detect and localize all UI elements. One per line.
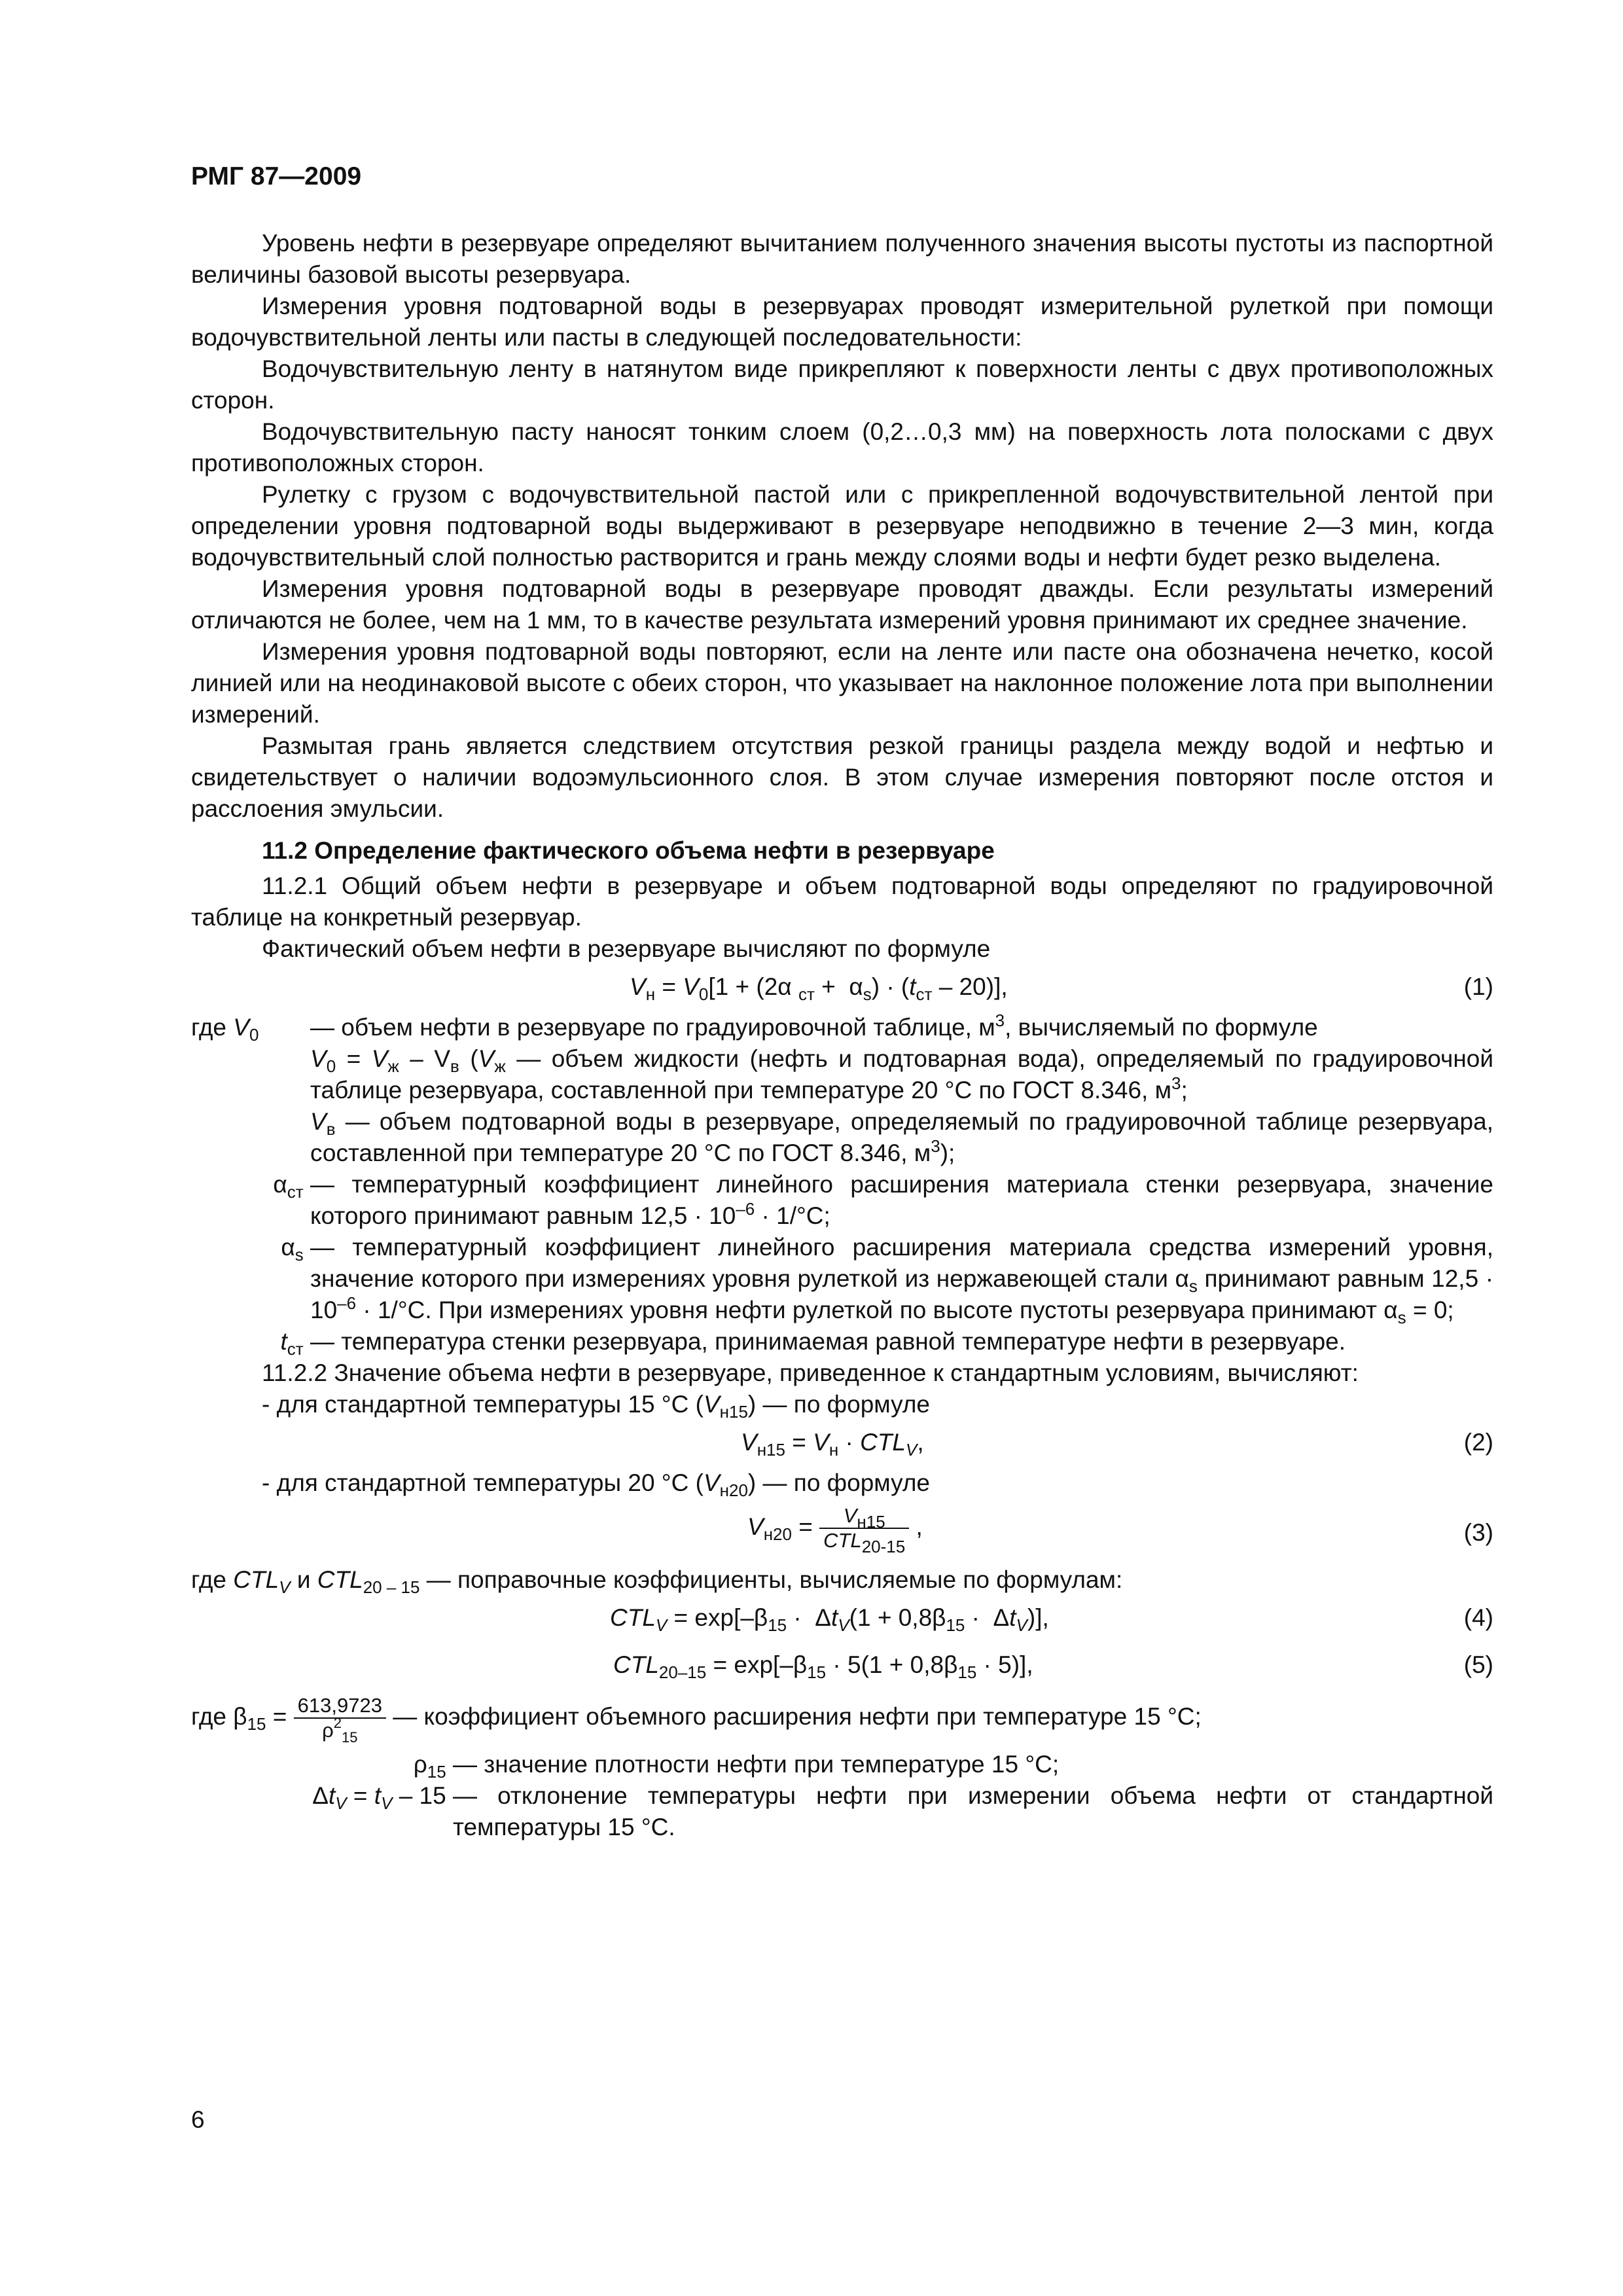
- where-label: где: [191, 1014, 227, 1041]
- paragraph: Рулетку с грузом с водочувствительной пастой или с прикрепленной водочувствительной лентой при определении уровня подтоварной воды выдерживают в резервуаре неподвижно в течение 2—3 мин, когда водочувствительный слой полностью растворится и грань между слоями воды и нефти будет резко выделена.: [191, 481, 1493, 571]
- equation-2: [191, 1420, 1493, 1467]
- definition-text: — температура стенки резервуара, принимаемая равной температуре нефти в резервуаре.: [310, 1328, 1346, 1355]
- definition-text: , вычисляемый по формуле: [1005, 1014, 1318, 1041]
- section-heading: 11.2 Определение фактического объема нефти в резервуаре: [262, 837, 995, 864]
- definition-delta-t: $\Delta t_V = t_V - 15$ — отклонение температуры нефти при измерении объема нефти от стандартной температуры 15 °С.: [191, 1780, 1493, 1843]
- list-item-text: ) — по формуле: [747, 1469, 930, 1496]
- definition-alpha-s: $\alpha_s$ — температурный коэффициент линейного расширения материала средства измерений уровня, значение которого при измерениях уровня рулеткой из нержавеющей стали $\alpha_s$ принимают равным $12,5 \cdot 10^{-6} \cdot 1/^\circ С$. При измерениях уровня нефти рулеткой по высоте пустоты резервуара принимают $\alpha_s = 0$;: [281, 1234, 1494, 1327]
- equation-3: [191, 1499, 1493, 1564]
- equation-number: (4): [1463, 1604, 1493, 1631]
- fraction-numerator: 613,9723: [294, 1694, 386, 1719]
- definition-text: — объем подтоварной воды в резервуаре, определяемый по градуировочной таблице резервуара, составленной при температуре 20 °С по ГОСТ 8.346, м: [310, 1108, 1493, 1166]
- equation-number: (3): [1463, 1519, 1493, 1546]
- list-item: - для стандартной температуры 15 °С $(V_{н15})$ — по формуле: [262, 1391, 930, 1422]
- paragraph: Уровень нефти в резервуаре определяют вычитанием полученного значения высоты пустоты из паспортной величины базовой высоты резервуара.: [191, 230, 1493, 288]
- paragraph: Измерения уровня подтоварной воды в резервуарах проводят измерительной рулеткой при помощи водочувствительной ленты или пасты в следующей последовательности:: [191, 293, 1493, 351]
- definition-V0: где $V_0$ — объем нефти в резервуаре по градуировочной таблице, $м^3$, вычисляемый по формуле $V_0 = V_ж - V_в$ ($V_ж$ — объем жидкости (нефть и подтоварная вода), определяемый по градуировочной таблице резервуара, составленной при температуре 20 °С по ГОСТ 8.346, $м^3$; $V_в$ — объем подтоварной воды в резервуаре, определяемый по градуировочной таблице резервуара, составленной при температуре 20 °С по ГОСТ 8.346, $м^3$);: [191, 1011, 1493, 1166]
- equation-5: [191, 1643, 1493, 1690]
- definition-text: · 1/°С. При измерениях уровня нефти рулеткой по высоте пустоты резервуара принимают: [356, 1297, 1377, 1323]
- document-body: [191, 228, 1493, 1843]
- document-header: РМГ 87—2009: [191, 162, 362, 190]
- definition-text: — температурный коэффициент линейного расширения материала стенки резервуара, значение которого принимают равным 12,5 · 10: [310, 1171, 1493, 1229]
- equation-3-body: $V_{н20}$ = $\frac{V_{н15}}{CTL_{20-15}}$ ,: [747, 1504, 923, 1556]
- equation-4-body: $CTL_V = \exp[-\beta_{15} \cdot \Delta t_V(1 + 0,8\beta_{15} \cdot \Delta t_V)]$,: [610, 1604, 1049, 1635]
- definition-text: — объем нефти в резервуаре по градуировочной таблице, м: [310, 1014, 995, 1041]
- equation-5-body: $CTL_{20-15} = \exp[-\beta_{15} \cdot 5(1 + 0,8\beta_{15} \cdot 5)]$,: [613, 1651, 1033, 1682]
- paragraph-text: и: [296, 1566, 311, 1593]
- list-item-text: - для стандартной температуры 20 °С (: [262, 1469, 704, 1496]
- paragraph-text: — поправочные коэффициенты, вычисляемые по формулам:: [426, 1566, 1123, 1593]
- page-number: 6: [191, 2106, 205, 2133]
- list-item-text: - для стандартной температуры 15 °С (: [262, 1391, 704, 1418]
- definition-t-st: $t_{ст}$ — температура стенки резервуара, принимаемая равной температуре нефти в резервуаре.: [191, 1326, 1493, 1357]
- paragraph: где $CTL_V$ и $CTL_{20 - 15}$ — поправочные коэффициенты, вычисляемые по формулам:: [191, 1566, 1123, 1597]
- list-item-text: ) — по формуле: [747, 1391, 930, 1418]
- paragraph: Размытая грань является следствием отсутствия резкой границы раздела между водой и нефтью и свидетельствует о наличии водоэмульсионного слоя. В этом случае измерения повторяют после отстоя и расслоения эмульсии.: [191, 732, 1493, 822]
- equation-number: (5): [1463, 1651, 1493, 1678]
- list-item: - для стандартной температуры 20 °С $(V_{н20})$ — по формуле: [262, 1469, 930, 1500]
- paragraph: Водочувствительную пасту наносят тонким слоем (0,2…0,3 мм) на поверхность лота полосками с двух противоположных сторон.: [191, 418, 1493, 476]
- definition-text: — температурный коэффициент линейного расширения материала средства измерений уровня, значение которого при измерениях уровня рулеткой из нержавеющей стали: [310, 1234, 1493, 1292]
- definition-text: — объем жидкости (нефть и подтоварная вода), определяемый по градуировочной таблице резервуара, составленной при температуре 20 °С по ГОСТ 8.346, м: [310, 1045, 1493, 1103]
- equation-1-body: $V_н = V_0[1 + (2\alpha$ $_{ст} + \alpha_s) \cdot (t_{ст} - 20)$],: [630, 973, 1008, 1004]
- paragraph: 11.2.2 Значение объема нефти в резервуаре, приведенное к стандартным условиям, вычисляют:: [262, 1359, 1359, 1386]
- paragraph: Водочувствительную ленту в натянутом виде прикрепляют к поверхности ленты с двух противоположных сторон.: [191, 355, 1493, 414]
- definitions-list: [191, 1012, 1493, 1357]
- definition-text: принимают равным 12,5 · 10: [310, 1265, 1494, 1323]
- equation-number: (1): [1463, 973, 1493, 1000]
- beta-definition: где $\beta_{15}$ = $\frac{613,9723}{\rho^2_{15}}$ — коэффициент объемного расширения нефти при температуре 15 °С;: [191, 1694, 1202, 1746]
- dash-list: [191, 1467, 1493, 1499]
- paragraph: 11.2.1 Общий объем нефти в резервуаре и объем подтоварной воды определяют по градуировочной таблице на конкретный резервуар.: [191, 872, 1493, 931]
- definition-rho: $\rho_{15}$ — значение плотности нефти при температуре 15 °С;: [191, 1749, 1493, 1780]
- paragraph: Измерения уровня подтоварной воды повторяют, если на ленте или пасте она обозначена нечетко, косой линией или на неодинаковой высоте с обеих сторон, что указывает на наклонное положение лота при выполнении измерений.: [191, 638, 1493, 728]
- paragraph: Измерения уровня подтоварной воды в резервуаре проводят дважды. Если результаты измерений отличаются не более, чем на 1 мм, то в качестве результата измерений уровня принимают их среднее значение.: [191, 575, 1493, 634]
- definition-alpha-st: $\alpha_{ст}$ — температурный коэффициент линейного расширения материала стенки резервуара, значение которого принимают равным $12,5 \cdot 10^{-6} \cdot 1/^\circ С$;: [273, 1171, 1493, 1229]
- dash-list: [191, 1389, 1493, 1420]
- where-label: где: [191, 1566, 227, 1593]
- definition-text: — значение плотности нефти при температуре 15 °С;: [453, 1751, 1060, 1778]
- equation-1: [191, 965, 1493, 1012]
- where-label: где: [191, 1702, 227, 1730]
- definitions-list: [191, 1749, 1493, 1843]
- equation-4: [191, 1596, 1493, 1643]
- definition-text: · 1/°С;: [755, 1202, 830, 1229]
- definition-text: — коэффициент объемного расширения нефти при температуре 15 °С;: [393, 1702, 1202, 1730]
- definition-text: — отклонение температуры нефти при измерении объема нефти от стандартной температуры 15 °С.: [453, 1782, 1493, 1840]
- paragraph: Фактический объем нефти в резервуаре вычисляют по формуле: [262, 935, 991, 962]
- equation-2-body: $V_{н15} = V_н \cdot CTL_V$,: [741, 1429, 924, 1460]
- equation-number: (2): [1463, 1429, 1493, 1456]
